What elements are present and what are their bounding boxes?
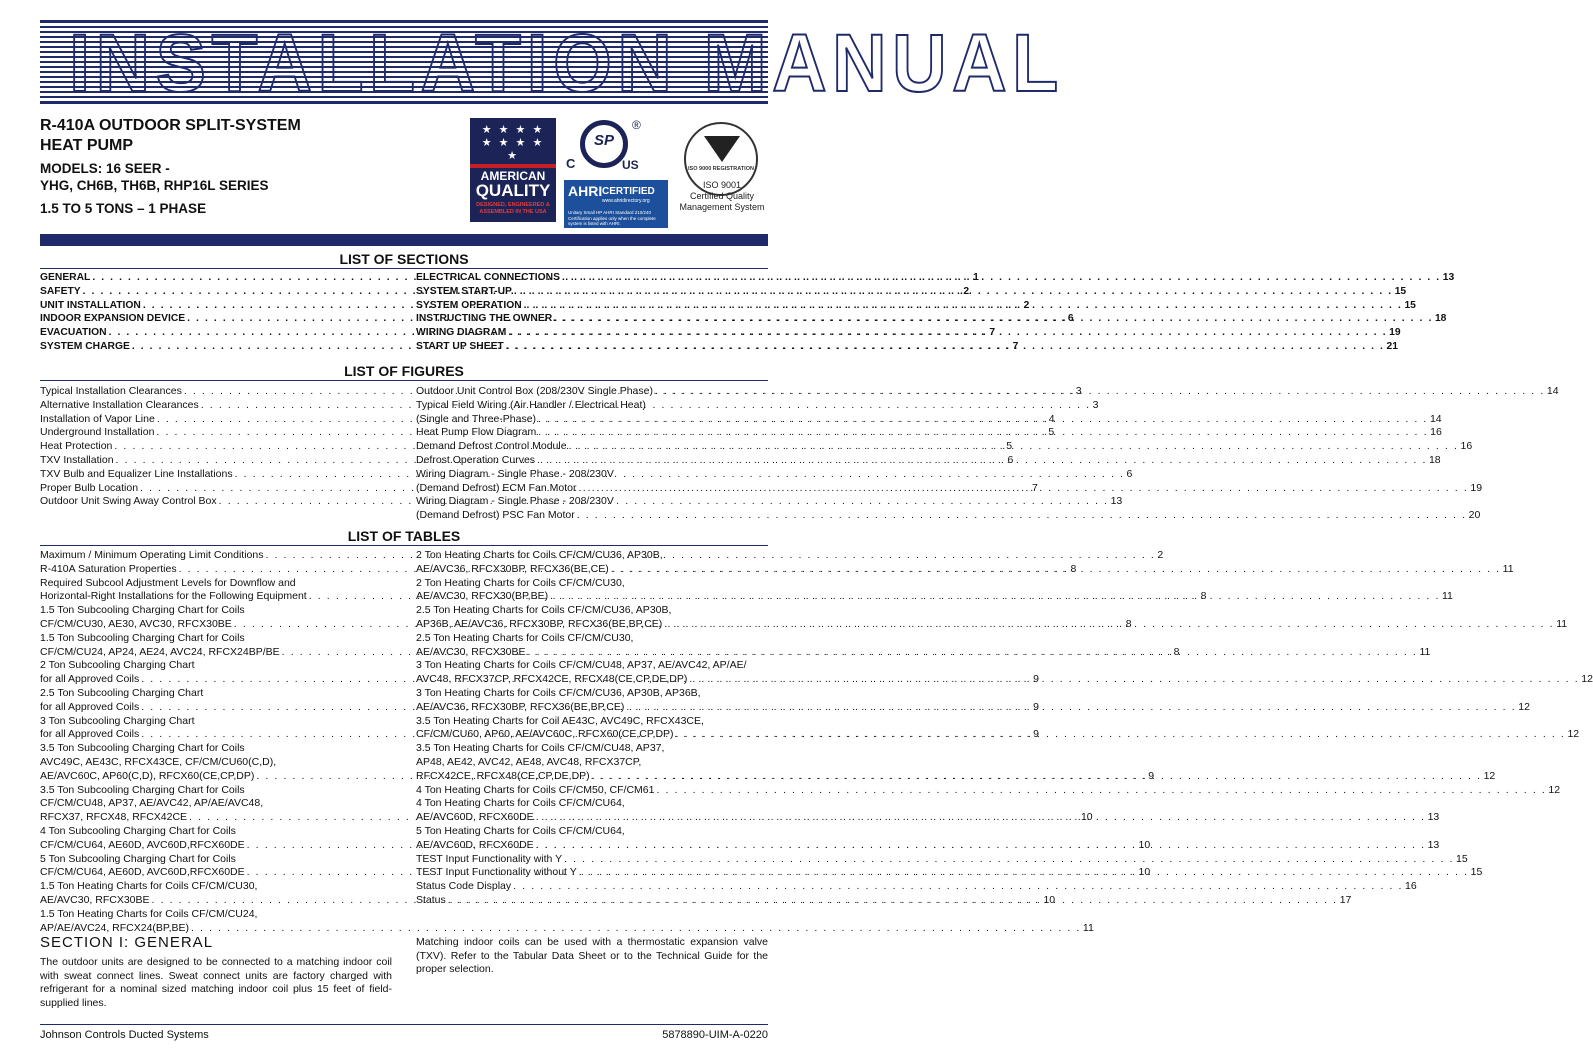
toc-page-number: 9	[1033, 700, 1039, 713]
dot-leader	[514, 285, 1393, 299]
toc-label: Proper Bulb Location	[40, 481, 139, 494]
toc-entry-line: Wiring Diagram - Single Phase - 208/230V	[416, 495, 614, 508]
dot-leader	[536, 811, 1426, 825]
models-line-2: YHG, CH6B, TH6B, RHP16L SERIES	[40, 178, 269, 193]
product-title-1: R-410A OUTDOOR SPLIT-SYSTEM	[40, 117, 301, 134]
toc-entry[interactable]	[416, 398, 1442, 427]
toc-label: Demand Defrost Control Module	[416, 440, 567, 453]
toc-label: Outdoor Unit Control Box (208/230V Single Phase)	[416, 385, 653, 397]
toc-row	[416, 880, 1417, 894]
dot-leader	[562, 271, 1441, 285]
stars-icon: ★ ★ ★ ★ ★ ★ ★ ★ ★	[481, 124, 545, 162]
toc-entry-line: 2 Ton Heating Charts for Coils CF/CM/CU36, AP30B,	[416, 549, 663, 561]
toc-label: AE/AVC30, RFCX30(BP,BE)	[416, 590, 549, 603]
ahri-mark: AHRI	[568, 183, 603, 199]
toc-page-number: 20	[1468, 509, 1481, 522]
toc-label: AVC48, RFCX37CP, RFCX42CE, RFCX48(CE,CP,DE,DP)	[416, 673, 688, 686]
toc-page-number: 11	[1442, 590, 1453, 603]
toc-page-number: 11	[1556, 617, 1568, 630]
footer-company: Johnson Controls Ducted Systems	[40, 1029, 209, 1041]
toc-page-number: 10	[1080, 811, 1093, 824]
toc-label: Heat Pump Flow Diagram	[416, 426, 537, 439]
dot-leader	[536, 839, 1426, 853]
toc-label: Maximum / Minimum Operating Limit Conditions	[40, 549, 264, 561]
document-header	[40, 116, 460, 217]
registered-icon: ®	[632, 118, 641, 132]
toc-entry-line: 5 Ton Subcooling Charging Chart for Coils	[40, 852, 236, 865]
toc-label: TEST Input Functionality with Y	[416, 852, 563, 865]
toc-row	[416, 673, 1593, 687]
dot-leader	[524, 299, 1403, 313]
triangle-icon	[704, 136, 740, 162]
toc-page-number: 12	[1548, 783, 1561, 796]
toc-page-number: 11	[1419, 645, 1431, 658]
toc-label: (Demand Defrost) PSC Fan Motor	[416, 509, 575, 522]
dot-leader	[569, 440, 1459, 454]
toc-row	[416, 852, 1468, 867]
toc-page-number: 16	[1460, 440, 1473, 453]
toc-label: START UP SHEET	[416, 340, 504, 352]
dot-leader	[656, 784, 1546, 798]
toc-label: Underground Installation	[40, 426, 155, 439]
toc-label: SYSTEM CHARGE	[40, 340, 130, 352]
toc-label: (Single and Three-Phase)	[416, 412, 537, 425]
toc-row	[416, 769, 1496, 784]
toc-entry[interactable]	[416, 604, 1568, 632]
toc-entry-line: 3 Ton Heating Charts for Coils CF/CM/CU36, AP30B, AP36B,	[416, 686, 701, 699]
toc-label: CF/CM/CU64, AE60D, AVC60D,RFCX60DE	[40, 866, 245, 879]
toc-page-number: 18	[1434, 313, 1447, 325]
iso-line-3: Management System	[679, 202, 765, 212]
dot-leader	[550, 590, 1440, 604]
toc-label: Alternative Installation Clearances	[40, 398, 199, 411]
toc-entry-line: 2.5 Ton Subcooling Charging Chart	[40, 686, 204, 699]
toc-label: INDOOR EXPANSION DEVICE	[40, 313, 186, 325]
toc-row	[416, 271, 1455, 285]
toc-label: (Demand Defrost) ECM Fan Motor	[416, 481, 577, 494]
toc-page-number: 11	[1502, 562, 1514, 575]
toc-label: Defrost Operation Curves	[416, 453, 536, 466]
toc-page-number: 5	[1006, 440, 1013, 453]
toc-row	[416, 340, 1398, 354]
ahri-certified-text: CERTIFIED	[602, 186, 655, 197]
toc-label: AE/AVC30, RFCX30BE	[40, 893, 150, 906]
toc-label: Heat Protection	[40, 440, 113, 453]
dot-leader	[564, 853, 1454, 867]
toc-label: for all Approved Coils	[40, 673, 140, 686]
aq-top-text: AMERICAN	[480, 169, 546, 183]
section-1-heading: SECTION I: GENERAL	[40, 934, 214, 951]
iso-arc-text: ISO 9000 REGISTRATION	[688, 166, 754, 172]
toc-entry-line: Required Subcool Adjustment Levels for Downflow and	[40, 576, 296, 589]
toc-label: CF/CM/CU30, AE30, AVC30, RFCX30BE	[40, 617, 232, 630]
toc-entry-line: 1.5 Ton Heating Charts for Coils CF/CM/CU30,	[40, 880, 258, 893]
toc-row	[416, 312, 1447, 326]
toc-label: AP/AE/AVC24, RFCX24(BP,BE)	[40, 921, 190, 934]
toc-page-number: 15	[1404, 299, 1416, 311]
toc-label: UNIT INSTALLATION	[40, 299, 141, 311]
toc-page-number: 6	[1067, 313, 1074, 325]
toc-row	[416, 645, 1431, 660]
toc-page-number: 8	[1173, 645, 1180, 658]
toc-label: R-410A Saturation Properties	[40, 562, 177, 575]
toc-label: Typical Installation Clearances	[40, 385, 182, 397]
toc-label: Status Code Display	[416, 880, 512, 893]
toc-label: TEST Input Functionality without Y	[416, 866, 577, 879]
toc-page-number: 19	[1389, 327, 1401, 339]
toc-label: 4 Ton Heating Charts for Coils CF/CM50, CF/CM61	[416, 783, 655, 796]
toc-entry-line: 3.5 Ton Heating Charts for Coils CF/CM/CU48, AP37,	[416, 742, 665, 755]
dot-leader	[528, 646, 1418, 660]
dot-leader	[579, 866, 1469, 880]
toc-page-number: 14	[1429, 412, 1442, 425]
toc-label: Installation of Vapor Line	[40, 412, 155, 425]
toc-page-number: 16	[1405, 880, 1417, 893]
toc-entry-line: Typical Field Wiring (Air Handler / Electrical Heat)	[416, 398, 646, 411]
toc-row	[416, 617, 1568, 632]
tables-rule	[40, 545, 768, 546]
ahri-certified-logo	[564, 180, 668, 228]
toc-label: AE/AVC60C, AP60(C,D), RFCX60(CE,CP,DP)	[40, 769, 255, 782]
toc-entry-line: 3 Ton Subcooling Charging Chart	[40, 714, 195, 727]
csa-c: C	[566, 156, 576, 171]
toc-entry[interactable]	[416, 312, 1447, 326]
toc-row	[416, 453, 1441, 468]
toc-label: ELECTRICAL CONNECTIONS	[416, 272, 560, 283]
dot-leader	[611, 563, 1501, 577]
toc-page-number: 9	[1033, 673, 1039, 686]
dot-leader	[676, 728, 1566, 742]
toc-label: TXV Bulb and Equalizer Line Installations	[40, 467, 233, 480]
ahri-fine-print: Unitary Small HP AHRI Standard 210/240 Certification applies only when the complete system is listed with AHRI.	[568, 210, 656, 226]
toc-entry[interactable]	[416, 659, 1593, 687]
toc-entry-line: Wiring Diagram - Single Phase - 208/230V	[416, 467, 614, 480]
dot-leader	[538, 426, 1428, 440]
iso-text	[676, 180, 768, 213]
iso-line-1: ISO 9001	[702, 180, 742, 190]
csa-mark: SP	[593, 132, 614, 149]
toc-row	[416, 481, 1483, 496]
toc-entry[interactable]	[416, 576, 1453, 605]
toc-page-number: 7	[1012, 340, 1019, 352]
dot-leader	[689, 673, 1579, 687]
toc-row	[416, 728, 1580, 742]
toc-entry-line: 2.5 Ton Heating Charts for Coils CF/CM/CU36, AP30B,	[416, 604, 672, 617]
toc-label: SYSTEM START-UP	[416, 285, 512, 297]
models-line-1: MODELS: 16 SEER -	[40, 161, 170, 176]
toc-page-number: 12	[1483, 769, 1496, 782]
toc-entry[interactable]	[40, 907, 1094, 936]
toc-entry-line: 3 Ton Heating Charts for Coils CF/CM/CU48, AP37, AE/AVC42, AP/AE/	[416, 659, 747, 672]
toc-page-number: 18	[1428, 453, 1441, 466]
toc-label: AE/AVC30, RFCX30BE	[416, 645, 526, 658]
toc-page-number: 19	[1470, 481, 1483, 494]
toc-label: AE/AVC36, RFCX30BP, RFCX36(BE,CE)	[416, 562, 609, 575]
toc-page-number: 13	[1442, 272, 1455, 283]
toc-label: CF/CM/CU64, AE60D, AVC60D,RFCX60DE	[40, 838, 245, 851]
toc-page-number: 17	[1339, 893, 1352, 906]
toc-row	[416, 562, 1514, 577]
iso-9001-logo	[676, 122, 768, 222]
toc-page-number: 2	[1157, 549, 1164, 561]
dot-leader	[626, 701, 1516, 715]
iso-line-2: Certified Quality	[689, 191, 755, 201]
toc-page-number: 12	[1567, 728, 1580, 741]
toc-label: AP36B, AE/AVC36, RFCX30BP, RFCX36(BE,BP,CE)	[416, 617, 663, 630]
toc-entry[interactable]	[416, 340, 1398, 354]
toc-page-number: 13	[1110, 495, 1123, 508]
toc-entry[interactable]	[416, 783, 1561, 798]
ahri-url: www.ahridirectory.org	[602, 198, 650, 204]
sections-right-column	[416, 271, 1455, 354]
product-title-2: HEAT PUMP	[40, 137, 134, 154]
toc-entry-line: 5 Ton Heating Charts for Coils CF/CM/CU64,	[416, 824, 625, 837]
capacity-line: 1.5 TO 5 TONS – 1 PHASE	[40, 201, 207, 216]
toc-entry-line: 3.5 Ton Heating Charts for Coil AE43C, AVC49C, RFCX43CE,	[416, 714, 704, 727]
toc-entry-line: 4 Ton Heating Charts for Coils CF/CM/CU64,	[416, 797, 625, 810]
dot-leader	[513, 880, 1403, 894]
toc-page-number: 11	[1082, 921, 1094, 934]
toc-label: AE/AVC36, RFCX30BP, RFCX36(BE,BP,CE)	[416, 700, 625, 713]
toc-page-number: 9	[1148, 769, 1155, 782]
toc-page-number: 10	[1043, 893, 1056, 906]
toc-entry-line: 1.5 Ton Heating Charts for Coils CF/CM/CU24,	[40, 907, 258, 920]
toc-entry-line: AP48, AE42, AVC42, AE48, AVC48, RFCX37CP,	[416, 755, 642, 768]
toc-page-number: 14	[1546, 385, 1559, 397]
toc-page-number: 7	[989, 327, 996, 339]
toc-label: CF/CM/CU24, AP24, AE24, AVC24, RFCX24BP/BE	[40, 645, 280, 658]
toc-label: RFCX42CE, RFCX48(CE,CP,DE,DP)	[416, 769, 590, 782]
toc-entry-line: 2.5 Ton Heating Charts for Coils CF/CM/CU30,	[416, 631, 634, 644]
toc-row	[416, 385, 1559, 399]
toc-row	[416, 440, 1473, 454]
toc-page-number: 9	[1033, 728, 1039, 741]
american-quality-logo	[470, 118, 556, 222]
toc-page-number: 10	[1138, 866, 1151, 879]
toc-page-number: 5	[1048, 426, 1055, 439]
toc-entry-line: CF/CM/CU48, AP37, AE/AVC42, AP/AE/AVC48,	[40, 797, 264, 810]
title-banner	[40, 18, 1064, 109]
toc-page-number: 3	[1075, 385, 1082, 397]
toc-page-number: 16	[1430, 426, 1442, 439]
toc-page-number: 2	[963, 285, 970, 297]
toc-label: INSTRUCTING THE OWNER	[416, 313, 553, 325]
toc-row	[416, 299, 1416, 313]
toc-label: AE/AVC60D, RFCX60DE	[416, 838, 534, 851]
toc-label: GENERAL	[40, 272, 91, 283]
toc-entry[interactable]	[416, 467, 1483, 496]
toc-entry-line: 3.5 Ton Subcooling Charging Chart for Coils	[40, 742, 245, 755]
toc-entry[interactable]	[416, 299, 1416, 313]
dot-leader	[655, 385, 1545, 399]
figures-rule	[40, 380, 768, 381]
toc-page-number: 10	[1138, 838, 1151, 851]
toc-label: CF/CM/CU60, AP60, AE/AVC60C, RFCX60(CE,CP,DP)	[416, 728, 674, 741]
toc-row	[416, 412, 1442, 427]
toc-entry[interactable]	[416, 285, 1407, 299]
toc-row	[416, 590, 1453, 604]
toc-page-number: 8	[1200, 590, 1207, 603]
toc-entry[interactable]	[416, 686, 1530, 715]
toc-entry[interactable]	[416, 453, 1441, 468]
dot-leader	[538, 413, 1428, 427]
toc-entry[interactable]	[416, 742, 1496, 783]
csa-us: US	[622, 158, 639, 172]
toc-entry-line: AVC49C, AE43C, RFCX43CE, CF/CM/CU60(C,D),	[40, 755, 277, 768]
toc-row	[416, 326, 1401, 340]
dot-leader	[578, 482, 1468, 496]
aq-big-text: QUALITY	[475, 181, 551, 200]
footer-doc-number: 5878890-UIM-A-0220	[662, 1029, 768, 1041]
toc-row	[416, 426, 1442, 440]
toc-page-number: 12	[1581, 673, 1593, 686]
toc-page-number: 3	[1092, 398, 1099, 411]
toc-row	[416, 509, 1481, 523]
toc-label: TXV Installation	[40, 453, 114, 466]
section-1-left-paragraph: The outdoor units are designed to be connected to a matching indoor coil with sweat connect lines. Sweat connect units are factory charged with refrigerant for a nominal sized matching indoor coil plus 15 feet of field-supplied lines.	[40, 956, 392, 1009]
dot-leader	[664, 618, 1554, 632]
toc-label: SAFETY	[40, 285, 81, 297]
toc-label: Status	[416, 893, 446, 906]
toc-page-number: 7	[1031, 481, 1038, 494]
figures-heading: LIST OF FIGURES	[344, 363, 464, 379]
toc-row	[416, 285, 1407, 299]
dot-leader	[508, 326, 1387, 340]
toc-entry[interactable]	[416, 852, 1468, 867]
toc-label: EVACUATION	[40, 327, 107, 339]
toc-entry-line: 2 Ton Heating Charts for Coils CF/CM/CU30,	[416, 576, 625, 589]
section-1-right-paragraph: Matching indoor coils can be used with a thermostatic expansion valve (TXV). Refer to the Tabular Data Sheet or to the Technical Guide for the proper selection.	[416, 936, 768, 976]
toc-page-number: 8	[1070, 562, 1077, 575]
toc-entry[interactable]	[416, 549, 1514, 577]
toc-page-number: 13	[1427, 811, 1440, 824]
toc-entry[interactable]	[416, 631, 1431, 660]
toc-entry-line: 3.5 Ton Subcooling Charging Chart for Coils	[40, 783, 245, 796]
toc-entry[interactable]	[416, 714, 1580, 743]
banner-title: INSTALLATION MANUAL	[69, 18, 1064, 109]
toc-page-number: 12	[1518, 700, 1530, 713]
dot-leader	[191, 922, 1081, 936]
toc-page-number: 6	[1007, 453, 1014, 466]
toc-page-number: 21	[1386, 340, 1398, 352]
toc-label: Outdoor Unit Swing Away Control Box	[40, 495, 217, 508]
toc-label: for all Approved Coils	[40, 728, 140, 741]
toc-entry[interactable]	[416, 440, 1473, 454]
toc-label: for all Approved Coils	[40, 700, 140, 713]
toc-page-number: 15	[1456, 852, 1468, 865]
toc-label: RFCX37, RFCX48, RFCX42CE	[40, 811, 188, 824]
toc-label: WIRING DIAGRAM	[416, 327, 507, 339]
toc-entry-line: 4 Ton Subcooling Charging Chart for Coils	[40, 824, 236, 837]
toc-page-number: 2	[1023, 299, 1030, 311]
sections-rule	[40, 268, 768, 269]
toc-row	[416, 700, 1530, 715]
sections-heading: LIST OF SECTIONS	[339, 251, 469, 267]
stripe-divider	[470, 164, 556, 168]
dot-leader	[448, 894, 1338, 908]
toc-page-number: 4	[1048, 412, 1055, 425]
toc-entry[interactable]	[416, 271, 1455, 285]
toc-label: Horizontal-Right Installations for the Following Equipment	[40, 590, 307, 603]
dot-leader	[537, 454, 1427, 468]
toc-entry-line: 2 Ton Subcooling Charging Chart	[40, 659, 195, 672]
toc-row	[416, 783, 1561, 798]
dot-leader	[554, 312, 1433, 326]
toc-page-number: 15	[1394, 285, 1407, 297]
dot-leader	[592, 770, 1482, 784]
toc-entry-line: 1.5 Ton Subcooling Charging Chart for Coils	[40, 604, 245, 617]
csa-logo	[566, 118, 646, 176]
toc-entry-line: 1.5 Ton Subcooling Charging Chart for Coils	[40, 631, 245, 644]
toc-page-number: 1	[973, 272, 979, 283]
dot-leader	[506, 340, 1385, 354]
dot-leader	[577, 509, 1467, 523]
tables-heading: LIST OF TABLES	[347, 528, 461, 544]
toc-entry[interactable]	[416, 880, 1417, 894]
toc-page-number: 8	[1125, 617, 1132, 630]
toc-page-number: 13	[1427, 838, 1440, 851]
toc-page-number: 6	[1126, 467, 1133, 480]
toc-entry[interactable]	[416, 426, 1442, 440]
toc-entry[interactable]	[416, 385, 1559, 399]
footer-rule	[40, 1024, 768, 1025]
header-divider	[40, 234, 768, 246]
toc-label: SYSTEM OPERATION	[416, 299, 522, 311]
toc-entry[interactable]	[416, 326, 1401, 340]
toc-label: AE/AVC60D, RFCX60DE	[416, 811, 534, 824]
toc-page-number: 15	[1470, 866, 1483, 879]
aq-small-text: DESIGNED, ENGINEERED & ASSEMBLED IN THE USA	[476, 202, 550, 215]
